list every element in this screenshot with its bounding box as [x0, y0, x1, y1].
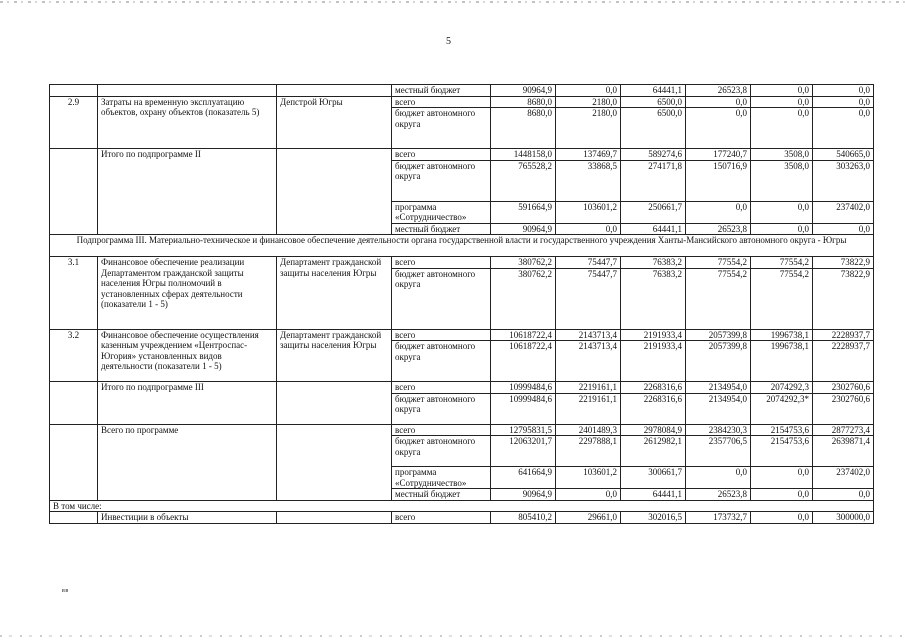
executor-cell: Департамент гражданской защиты населения Югры [277, 329, 392, 382]
value-cell: 2219161,1 [556, 382, 621, 394]
item-name-cell: Итого по подпрограмме II [98, 149, 277, 235]
value-cell: 302016,5 [621, 512, 686, 524]
budget-table [49, 84, 874, 524]
value-cell: 177240,7 [686, 149, 751, 161]
value-cell: 0,0 [556, 489, 621, 501]
value-cell: 2612982,1 [621, 436, 686, 467]
value-cell: 2143713,4 [556, 341, 621, 382]
budget-table-body [50, 85, 874, 524]
value-cell: 103601,2 [556, 467, 621, 489]
value-cell: 0,0 [751, 108, 813, 149]
value-cell: 1996738,1 [751, 341, 813, 382]
value-cell: 76383,2 [621, 268, 686, 329]
source-cell: бюджет автономного округа [392, 160, 491, 201]
value-cell: 10618722,4 [491, 341, 556, 382]
value-cell: 90964,9 [491, 85, 556, 97]
item-name-cell: Затраты на временную эксплуатацию объектов, охрану объектов (показатель 5) [98, 96, 277, 149]
value-cell: 2057399,8 [686, 341, 751, 382]
value-cell: 303263,0 [813, 160, 874, 201]
executor-cell [277, 85, 392, 97]
source-cell: программа «Сотрудничество» [392, 201, 491, 223]
value-cell: 12063201,7 [491, 436, 556, 467]
value-cell: 589274,6 [621, 149, 686, 161]
value-cell: 0,0 [556, 85, 621, 97]
item-name-cell: Инвестиции в объекты [98, 512, 277, 524]
source-cell: бюджет автономного округа [392, 341, 491, 382]
value-cell: 2357706,5 [686, 436, 751, 467]
item-number-cell [50, 512, 98, 524]
item-name-cell: Итого по подпрограмме III [98, 382, 277, 425]
table-row [50, 96, 874, 108]
source-cell: бюджет автономного округа [392, 393, 491, 424]
value-cell: 8680,0 [491, 108, 556, 149]
value-cell: 0,0 [813, 96, 874, 108]
source-cell: местный бюджет [392, 223, 491, 235]
value-cell: 1996738,1 [751, 329, 813, 341]
value-cell: 0,0 [813, 108, 874, 149]
item-number-cell: 3.2 [50, 329, 98, 382]
value-cell: 3508,0 [751, 149, 813, 161]
value-cell: 64441,1 [621, 85, 686, 97]
value-cell: 26523,8 [686, 85, 751, 97]
table-row [50, 149, 874, 161]
value-cell: 805410,2 [491, 512, 556, 524]
section-title: Подпрограмма III. Материально-техническое и финансовое обеспечение деятельности органа государственной власти и государственного учреждения Ханты-Мансийского автономного округа - Югры [50, 235, 874, 257]
value-cell: 2877273,4 [813, 424, 874, 436]
value-cell: 8680,0 [491, 96, 556, 108]
item-number-cell: 3.1 [50, 257, 98, 330]
table-row [50, 512, 874, 524]
source-cell: всего [392, 424, 491, 436]
value-cell: 0,0 [751, 85, 813, 97]
value-cell: 2154753,6 [751, 424, 813, 436]
value-cell: 2180,0 [556, 108, 621, 149]
item-number-cell: 2.9 [50, 96, 98, 149]
value-cell: 90964,9 [491, 489, 556, 501]
table-row [50, 257, 874, 269]
value-cell: 2180,0 [556, 96, 621, 108]
value-cell: 2228937,7 [813, 341, 874, 382]
value-cell: 103601,2 [556, 201, 621, 223]
value-cell: 2401489,3 [556, 424, 621, 436]
source-cell: всего [392, 149, 491, 161]
value-cell: 10618722,4 [491, 329, 556, 341]
value-cell: 77554,2 [686, 268, 751, 329]
value-cell: 0,0 [556, 223, 621, 235]
value-cell: 76383,2 [621, 257, 686, 269]
value-cell: 26523,8 [686, 489, 751, 501]
value-cell: 2302760,6 [813, 382, 874, 394]
executor-cell [277, 149, 392, 235]
footer-mark: вв [62, 588, 69, 594]
scan-edge-top [0, 1, 905, 3]
source-cell: программа «Сотрудничество» [392, 467, 491, 489]
item-number-cell [50, 382, 98, 425]
source-cell: всего [392, 382, 491, 394]
value-cell: 274171,8 [621, 160, 686, 201]
value-cell: 0,0 [751, 489, 813, 501]
value-cell: 173732,7 [686, 512, 751, 524]
value-cell: 237402,0 [813, 467, 874, 489]
value-cell: 0,0 [751, 96, 813, 108]
section-header-row [50, 235, 874, 257]
value-cell: 2639871,4 [813, 436, 874, 467]
value-cell: 77554,2 [751, 257, 813, 269]
value-cell: 0,0 [686, 467, 751, 489]
including-label: В том числе: [50, 500, 874, 512]
value-cell: 540665,0 [813, 149, 874, 161]
value-cell: 2057399,8 [686, 329, 751, 341]
value-cell: 0,0 [813, 85, 874, 97]
value-cell: 0,0 [813, 223, 874, 235]
value-cell: 2074292,3* [751, 393, 813, 424]
value-cell: 0,0 [751, 201, 813, 223]
item-number-cell [50, 85, 98, 97]
item-number-cell [50, 149, 98, 235]
value-cell: 0,0 [686, 108, 751, 149]
executor-cell [277, 512, 392, 524]
item-number-cell [50, 424, 98, 500]
table-row [50, 424, 874, 436]
value-cell: 0,0 [813, 489, 874, 501]
value-cell: 64441,1 [621, 223, 686, 235]
value-cell: 2302760,6 [813, 393, 874, 424]
value-cell: 77554,2 [751, 268, 813, 329]
value-cell: 3508,0 [751, 160, 813, 201]
value-cell: 2191933,4 [621, 341, 686, 382]
value-cell: 0,0 [751, 223, 813, 235]
value-cell: 10999484,6 [491, 382, 556, 394]
table-row [50, 329, 874, 341]
value-cell: 6500,0 [621, 96, 686, 108]
source-cell: бюджет автономного округа [392, 268, 491, 329]
value-cell: 12795831,5 [491, 424, 556, 436]
item-name-cell: Финансовое обеспечение осуществления казенным учреждением «Центроспас-Югория» установленных видов деятельности (показатели 1 - 5) [98, 329, 277, 382]
source-cell: всего [392, 512, 491, 524]
value-cell: 77554,2 [686, 257, 751, 269]
page-number: 5 [446, 36, 451, 47]
executor-cell [277, 424, 392, 500]
value-cell: 591664,9 [491, 201, 556, 223]
value-cell: 765528,2 [491, 160, 556, 201]
value-cell: 29661,0 [556, 512, 621, 524]
value-cell: 2268316,6 [621, 382, 686, 394]
value-cell: 2191933,4 [621, 329, 686, 341]
value-cell: 64441,1 [621, 489, 686, 501]
value-cell: 0,0 [686, 96, 751, 108]
source-cell: всего [392, 257, 491, 269]
value-cell: 0,0 [751, 467, 813, 489]
value-cell: 300000,0 [813, 512, 874, 524]
executor-cell: Департамент гражданской защиты населения Югры [277, 257, 392, 330]
value-cell: 75447,7 [556, 268, 621, 329]
value-cell: 0,0 [686, 201, 751, 223]
value-cell: 10999484,6 [491, 393, 556, 424]
value-cell: 2143713,4 [556, 329, 621, 341]
value-cell: 237402,0 [813, 201, 874, 223]
value-cell: 26523,8 [686, 223, 751, 235]
value-cell: 2219161,1 [556, 393, 621, 424]
value-cell: 300661,7 [621, 467, 686, 489]
value-cell: 2134954,0 [686, 382, 751, 394]
value-cell: 2134954,0 [686, 393, 751, 424]
value-cell: 0,0 [751, 512, 813, 524]
scan-edge-bottom [0, 635, 905, 637]
subheader-row [50, 500, 874, 512]
source-cell: бюджет автономного округа [392, 108, 491, 149]
value-cell: 137469,7 [556, 149, 621, 161]
item-name-cell: Всего по программе [98, 424, 277, 500]
value-cell: 2384230,3 [686, 424, 751, 436]
value-cell: 73822,9 [813, 268, 874, 329]
value-cell: 380762,2 [491, 268, 556, 329]
value-cell: 33868,5 [556, 160, 621, 201]
value-cell: 380762,2 [491, 257, 556, 269]
source-cell: местный бюджет [392, 489, 491, 501]
value-cell: 73822,9 [813, 257, 874, 269]
value-cell: 2154753,6 [751, 436, 813, 467]
table-row [50, 382, 874, 394]
item-name-cell [98, 85, 277, 97]
value-cell: 2297888,1 [556, 436, 621, 467]
item-name-cell: Финансовое обеспечение реализации Департаментом гражданской защиты населения Югры полномочий в установленных сферах деятельности (показатели 1 - 5) [98, 257, 277, 330]
value-cell: 90964,9 [491, 223, 556, 235]
value-cell: 250661,7 [621, 201, 686, 223]
value-cell: 6500,0 [621, 108, 686, 149]
value-cell: 2228937,7 [813, 329, 874, 341]
value-cell: 2074292,3 [751, 382, 813, 394]
executor-cell [277, 382, 392, 425]
table-row [50, 85, 874, 97]
source-cell: бюджет автономного округа [392, 436, 491, 467]
source-cell: местный бюджет [392, 85, 491, 97]
value-cell: 75447,7 [556, 257, 621, 269]
executor-cell: Депстрой Югры [277, 96, 392, 149]
source-cell: всего [392, 96, 491, 108]
source-cell: всего [392, 329, 491, 341]
value-cell: 2978084,9 [621, 424, 686, 436]
value-cell: 150716,9 [686, 160, 751, 201]
value-cell: 1448158,0 [491, 149, 556, 161]
value-cell: 2268316,6 [621, 393, 686, 424]
value-cell: 641664,9 [491, 467, 556, 489]
